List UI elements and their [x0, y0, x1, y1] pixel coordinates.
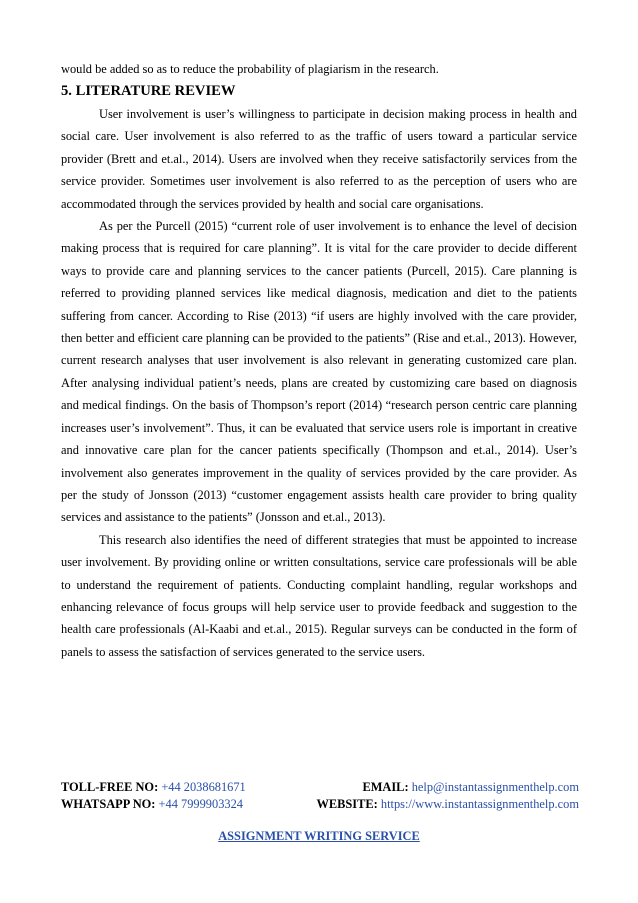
paragraph-1: User involvement is user’s willingness to participate in decision making process in health and social care. User involvement is also referred to as the traffic of users toward a particular service provider (Brett and et.al., 2014). Users are involved when they receive satisfactorily services from the service provider. Sometimes user involvement is also referred to as the perception of users who are accommodated through the services provided by health and social care organisations. — [61, 107, 577, 211]
email-link[interactable]: help@instantassignmenthelp.com — [411, 780, 579, 794]
tollfree-label: TOLL-FREE NO: — [61, 780, 159, 794]
service-title-link[interactable]: ASSIGNMENT WRITING SERVICE — [218, 829, 420, 843]
website-label: WEBSITE: — [316, 797, 378, 811]
whatsapp-label: WHATSAPP NO: — [61, 797, 156, 811]
paragraph-2: As per the Purcell (2015) “current role of user involvement is to enhance the level of decision making process that is required for care planning”. It is vital for the care provider to decide different ways to provide care and planning services to the cancer patients (Purcell, 2015). Care planning is referred to providing planned services like medical diagnosis, medication and diet to the patients suffering from cancer. According to Rise (2013) “if users are highly involved with the care provider, then better and efficient care planning can be provided to the patients” (Rise and et.al., 2013). However, current research analyses that user involvement is also relevant in generating customized care plan. After analysing individual patient’s needs, plans are created by customizing care based on diagnosis and medical findings. On the basis of Thompson’s report (2014) “research person centric care planning increases user’s involvement”. Thus, it can be evaluated that service users role is important in creative and innovative care plan for the cancer patients specifically (Thompson and et.al., 2014). User’s involvement also generates improvement in the quality of services provided by the care provider. As per the study of Jonsson (2013) “customer engagement assists health care provider to bring quality services and assistance to the patients” (Jonsson and et.al., 2013). — [61, 219, 577, 525]
paragraph-3: This research also identifies the need of different strategies that must be appointed to increase user involvement. By providing online or written consultations, service care professionals will be able to understand the requirement of patients. Conducting complaint handling, regular workshops and enhancing relevance of focus groups will help service user to provide feedback and suggestion to the health care professionals (Al-Kaabi and et.al., 2015). Regular surveys can be conducted in the form of panels to assess the satisfaction of services generated to the service users. — [61, 532, 577, 659]
email-block — [303, 779, 579, 796]
footer-row-2 — [61, 796, 579, 813]
website-link[interactable]: https://www.instantassignmenthelp.com — [380, 797, 579, 811]
whatsapp-block — [61, 796, 243, 813]
section-heading: 5. LITERATURE REVIEW — [61, 83, 236, 99]
carryover-text-line: would be added so as to reduce the probability of plagiarism in the research. — [61, 62, 439, 76]
footer-row-1 — [61, 779, 579, 796]
email-label: EMAIL: — [362, 780, 409, 794]
body-text — [61, 103, 577, 663]
whatsapp-number[interactable]: +44 7999903324 — [158, 797, 243, 811]
contact-footer — [61, 779, 579, 813]
website-block — [303, 796, 579, 813]
tollfree-number[interactable]: +44 2038681671 — [161, 780, 246, 794]
tollfree-block — [61, 779, 246, 796]
